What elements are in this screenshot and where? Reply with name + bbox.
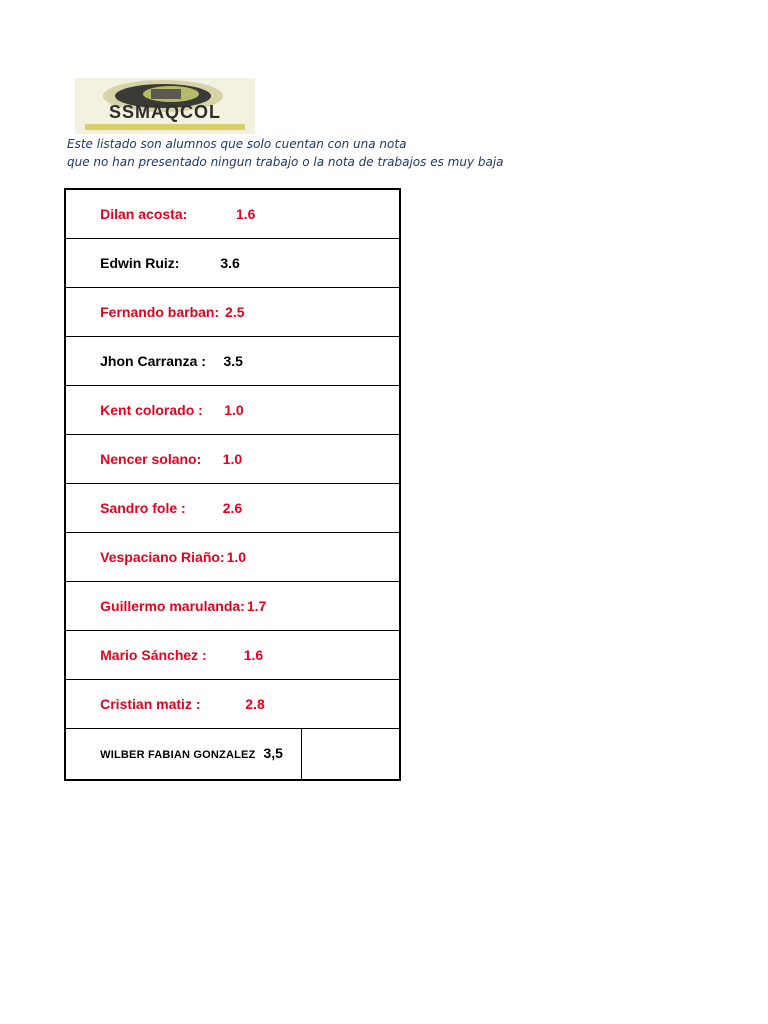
student-grade: 1.0 (226, 549, 247, 565)
student-row (65, 189, 400, 239)
student-name: WILBER FABIAN GONZALEZ (100, 749, 256, 761)
student-row (65, 533, 400, 582)
student-name: Kent colorado : (100, 402, 223, 418)
student-row (65, 337, 400, 386)
student-row (65, 631, 400, 680)
student-row (65, 239, 400, 288)
company-logo (75, 78, 255, 134)
student-cell (65, 189, 400, 239)
student-grade: 1.6 (243, 647, 264, 663)
student-cell (65, 680, 400, 729)
svg-text:SSMAQCOL: SSMAQCOL (108, 102, 222, 122)
grades-table (64, 188, 401, 781)
student-name: Nencer solano: (100, 451, 221, 467)
student-name: Vespaciano Riaño: (100, 549, 225, 565)
student-grade: 2.6 (222, 500, 243, 516)
student-cell (65, 288, 400, 337)
empty-cell (302, 729, 401, 781)
student-name: Jhon Carranza : (100, 353, 222, 369)
student-cell (65, 435, 400, 484)
student-name: Cristian matiz : (100, 696, 244, 712)
student-name: Sandro fole : (100, 500, 221, 516)
student-grade: 2.8 (245, 696, 265, 712)
grades-table-body (65, 189, 400, 780)
student-grade: 3.5 (223, 353, 243, 369)
student-cell (65, 484, 400, 533)
student-grade: 3.6 (220, 255, 240, 271)
student-cell (65, 533, 400, 582)
student-grade: 1.0 (222, 451, 243, 467)
student-grade: 1.7 (246, 598, 267, 614)
student-cell (65, 239, 400, 288)
student-cell (65, 386, 400, 435)
student-grade: 3,5 (263, 745, 283, 761)
note-line-2: que no han presentado ningun trabajo o la nota de trabajos es muy baja (67, 155, 504, 169)
student-cell (65, 729, 302, 781)
student-row (65, 386, 400, 435)
student-row-last (65, 729, 400, 781)
student-name: Dilan acosta: (100, 206, 234, 222)
note-line-1: Este listado son alumnos que solo cuentan con una nota (67, 137, 407, 151)
student-name: Fernando barban: (100, 304, 224, 320)
student-cell (65, 582, 400, 631)
student-grade: 1.6 (235, 206, 256, 222)
student-row (65, 680, 400, 729)
student-name: Edwin Ruiz: (100, 255, 219, 271)
student-name: Mario Sánchez : (100, 647, 242, 663)
student-grade: 2.5 (225, 304, 245, 320)
student-row (65, 288, 400, 337)
student-row (65, 435, 400, 484)
student-cell (65, 631, 400, 680)
student-name: Guillermo marulanda: (100, 598, 245, 614)
student-row (65, 582, 400, 631)
student-cell (65, 337, 400, 386)
student-row (65, 484, 400, 533)
student-grade: 1.0 (224, 402, 244, 418)
